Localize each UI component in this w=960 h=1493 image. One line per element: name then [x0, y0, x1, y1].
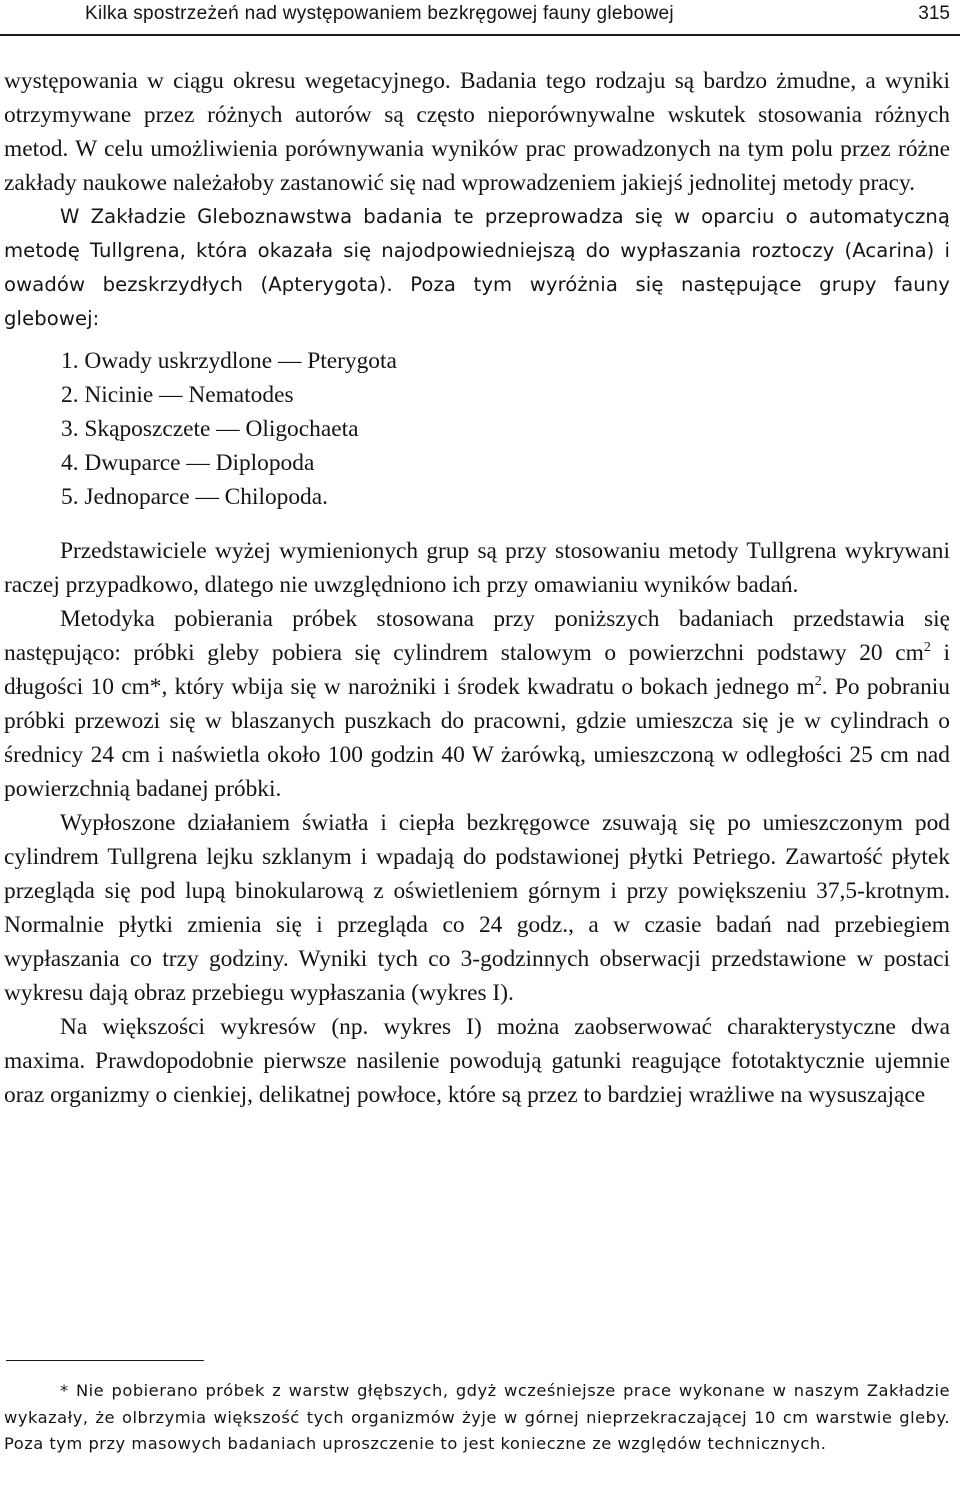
paragraph-4 [4, 602, 950, 806]
paragraph-3: Przedstawiciele wyżej wymienionych grup są przy stosowaniu metody Tullgrena wykrywani raczej przypadkowo, dlatego nie uwzględniono ich przy omawianiu wyników badań. [4, 538, 950, 598]
paragraph-1: występowania w ciągu okresu wegetacyjnego. Badania tego rodzaju są bardzo żmudne, a wyniki otrzymywane przez różnych autorów są często nieporównywalne wskutek stosowania różnych metod. W celu umożliwienia porównywania wyników prac prowadzonych na tym polu przez różne zakłady naukowe należałoby zastanowić się nad wprowadzeniem jakiejś jednolitej metody pracy. [4, 68, 950, 196]
footnote-divider [6, 1360, 204, 1361]
paragraph-6: Na większości wykresów (np. wykres I) można zaobserwować charakterystyczne dwa maxima. Prawdopodobnie pierwsze nasilenie powodują gatunki reagujące fototaktycznie ujemnie oraz organizmy o cienkiej, delikatnej powłoce, które są przez to bardziej wrażliwe na wysuszające [4, 1014, 950, 1108]
page-number: 315 [918, 3, 950, 24]
list-item: 5. Jednoparce — Chilopoda. [61, 484, 328, 510]
paragraph-4-part-2: i długości 10 cm*, który wbija się w narożniki i środek kwadratu o bokach jednego m [4, 640, 950, 700]
paragraph-5: Wypłoszone działaniem światła i ciepła bezkręgowce zsuwają się po umieszczonym pod cylindrem Tullgrena lejku szklanym i wpadają do podstawionej płytki Petriego. Zawartość płytek przegląda się pod lupą binokularową z oświetleniem górnym i przy powiększeniu 37,5-krotnym. Normalnie płytki zmienia się i przegląda co 24 godz., a w czasie badań nad przebiegiem wypłaszania co trzy godziny. Wyniki tych co 3-godzinnych obserwacji przedstawione w postaci wykresu dają obraz przebiegu wypłaszania (wykres I). [4, 810, 950, 1006]
superscript-exponent: 2 [923, 640, 931, 655]
list-item: 1. Owady uskrzydlone — Pterygota [61, 348, 397, 374]
footnote: * Nie pobierano próbek z warstw głębszych, gdyż wcześniejsze prace wykonane w naszym Zakładzie wykazały, że olbrzymia większość tych organizmów żyje w górnej nieprzekraczającej 10 cm warstwie gleby. Poza tym przy masowych badaniach uproszczenie to jest konieczne ze względów technicznych. [4, 1381, 950, 1453]
body-text [4, 64, 950, 1112]
list-item: 3. Skąposzczete — Oligochaeta [61, 416, 359, 442]
superscript-exponent: 2 [814, 674, 822, 689]
running-head-title: Kilka spostrzeżeń nad występowaniem bezkręgowej fauny glebowej [85, 3, 674, 24]
paragraph-4-part-1: Metodyka pobierania próbek stosowana przy poniższych badaniach przedstawia się następująco: próbki gleby pobiera się cylindrem stalowym o powierzchni podstawy 20 cm [4, 606, 950, 666]
running-header [0, 0, 960, 36]
paragraph-4-part-3: . Po pobraniu próbki przewozi się w blaszanych puszkach do pracowni, gdzie umieszcza się je w cylindrach o średnicy 24 cm i naświetla około 100 godzin 40 W żarówką, umieszczoną w odległości 25 cm nad powierzchnią badanej próbki. [4, 674, 950, 802]
list-item: 4. Dwuparce — Diplopoda [61, 450, 315, 476]
fauna-groups-list [4, 344, 950, 514]
list-item: 2. Nicinie — Nematodes [61, 382, 294, 408]
paragraph-2: W Zakładzie Gleboznawstwa badania te przeprowadza się w oparciu o automatyczną metodę Tullgrena, która okazała się najodpowiedniejszą do wypłaszania roztoczy (Acarina) i owadów bezskrzydłych (Apterygota). Poza tym wyróżnia się następujące grupy fauny glebowej: [4, 205, 950, 330]
